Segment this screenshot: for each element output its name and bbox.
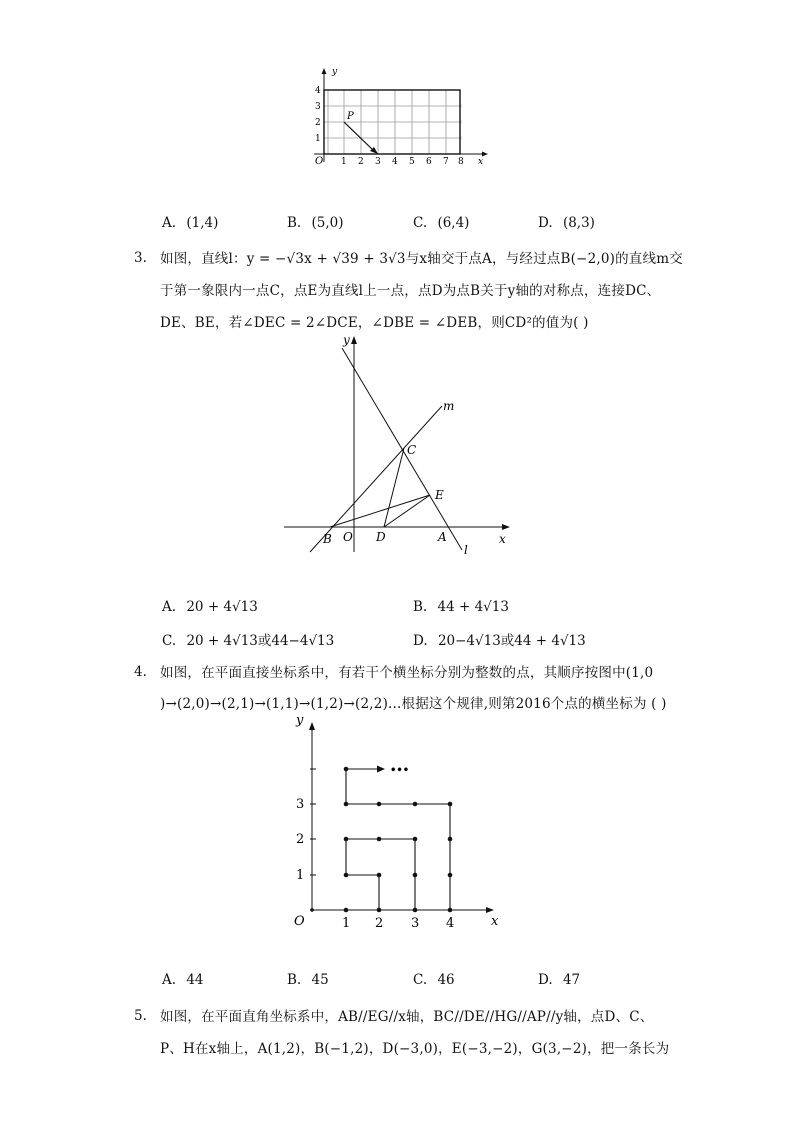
option-text: 47 (562, 972, 581, 988)
fig1-xtick: 5 (409, 157, 415, 167)
fig1-point-p: P (347, 111, 354, 122)
fig1-xtick: 8 (458, 157, 464, 167)
fig1-xtick: 3 (375, 157, 381, 167)
fig1-ytick: 4 (315, 86, 321, 96)
q4-xtick: 1 (342, 916, 351, 931)
option-letter: D. (538, 972, 553, 988)
q2-option-a[interactable] (162, 215, 218, 231)
q3-label-m: m (443, 399, 455, 413)
option-letter: C. (413, 215, 428, 231)
q2-option-b[interactable] (287, 215, 344, 231)
fig1-ytick: 2 (315, 118, 321, 128)
q4-option-a[interactable] (162, 972, 204, 988)
q3-label-e: E (435, 488, 444, 502)
q5-line-1: 如图，在平面直角坐标系中，AB//EG//x轴，BC//DE//HG//AP//y轴，点D、C、 (160, 1009, 654, 1025)
option-letter: A. (162, 215, 177, 231)
q4-ytick: 2 (296, 832, 305, 847)
q4-ytick: 1 (296, 868, 305, 883)
fig1-xtick: 1 (341, 157, 347, 167)
q4-label-y: y (296, 713, 304, 728)
q3-label-y: y (343, 333, 350, 347)
option-letter: A. (162, 972, 177, 988)
option-letter: D. (538, 215, 553, 231)
q4-label-o: O (294, 914, 305, 929)
q4-xtick: 2 (375, 916, 384, 931)
q2-option-d[interactable] (538, 215, 595, 231)
option-letter: B. (287, 215, 302, 231)
q3-label-a: A (438, 530, 447, 544)
q3-label-x: x (499, 532, 506, 546)
q3-label-b: B (323, 532, 332, 546)
option-text: 20 + 4√13 (186, 599, 258, 615)
option-letter: B. (287, 972, 302, 988)
q3-option-d[interactable] (413, 629, 586, 649)
option-text: (5,0) (311, 215, 344, 231)
option-letter: C. (162, 633, 177, 649)
q3-label-o: O (343, 530, 353, 544)
q4-label-x: x (491, 914, 499, 929)
grid-figure (300, 62, 500, 174)
q3-label-l: l (464, 543, 468, 557)
option-letter: D. (413, 633, 428, 649)
fig1-xtick: 6 (426, 157, 432, 167)
fig1-xtick: 4 (392, 157, 398, 167)
q3-number: 3. (134, 250, 147, 266)
q3-line-3: DE、BE，若∠DEC = 2∠DCE，∠DBE = ∠DEB，则CD²的值为( ) (160, 315, 589, 331)
q2-option-c[interactable] (413, 215, 469, 231)
fig1-y-label: y (332, 67, 338, 77)
option-letter: C. (413, 972, 428, 988)
q4-number: 4. (134, 664, 147, 680)
option-text: (6,4) (437, 215, 470, 231)
option-letter: B. (413, 599, 428, 615)
option-text: (1,4) (186, 215, 219, 231)
fig1-ytick: 3 (315, 102, 321, 112)
q4-xtick: 3 (411, 916, 420, 931)
q4-line-2: )→(2,0)→(2,1)→(1,1)→(1,2)→(2,2)...根据这个规律,则第2016个点的横坐标为 ( ) (160, 696, 667, 712)
option-text: 44 + 4√13 (437, 599, 509, 615)
fig1-xtick: 2 (358, 157, 364, 167)
q4-dots: ••• (390, 765, 410, 776)
option-text: 20 + 4√13或44−4√13 (186, 633, 335, 649)
option-text: 20−4√13或44 + 4√13 (437, 633, 586, 649)
q3-option-c[interactable] (162, 629, 334, 649)
q4-figure (288, 712, 508, 937)
fig1-origin: O (315, 156, 324, 167)
q3-option-b[interactable] (413, 599, 509, 615)
fig1-ytick: 1 (315, 134, 321, 144)
q4-option-b[interactable] (287, 972, 329, 988)
option-letter: A. (162, 599, 177, 615)
q3-figure (280, 330, 520, 565)
option-text: 44 (186, 972, 204, 988)
q5-number: 5. (134, 1008, 147, 1024)
q3-line-1: 如图，直线l：y = −√3x + √39 + 3√3与x轴交于点A，与经过点B(−2,0)的直线m交 (160, 251, 683, 267)
q4-line-1: 如图，在平面直接坐标系中，有若干个横坐标分别为整数的点，其顺序按图中(1,0 (160, 665, 654, 681)
fig1-xtick: 7 (443, 157, 449, 167)
q3-line-2: 于第一象限内一点C，点E为直线l上一点，点D为点B关于y轴的对称点，连接DC、 (160, 283, 661, 299)
option-text: 46 (437, 972, 455, 988)
q5-line-2: P、H在x轴上，A(1,2)，B(−1,2)，D(−3,0)，E(−3,−2)，G(3,−2)，把一条长为 (160, 1041, 670, 1057)
q3-label-d: D (376, 530, 386, 544)
fig1-x-label: x (478, 157, 484, 167)
q4-ytick: 3 (296, 797, 305, 812)
q3-option-a[interactable] (162, 599, 258, 615)
q3-label-c: C (407, 443, 417, 457)
q4-option-d[interactable] (538, 972, 580, 988)
option-text: (8,3) (562, 215, 595, 231)
q4-xtick: 4 (446, 916, 455, 931)
option-text: 45 (311, 972, 329, 988)
q4-option-c[interactable] (413, 972, 455, 988)
